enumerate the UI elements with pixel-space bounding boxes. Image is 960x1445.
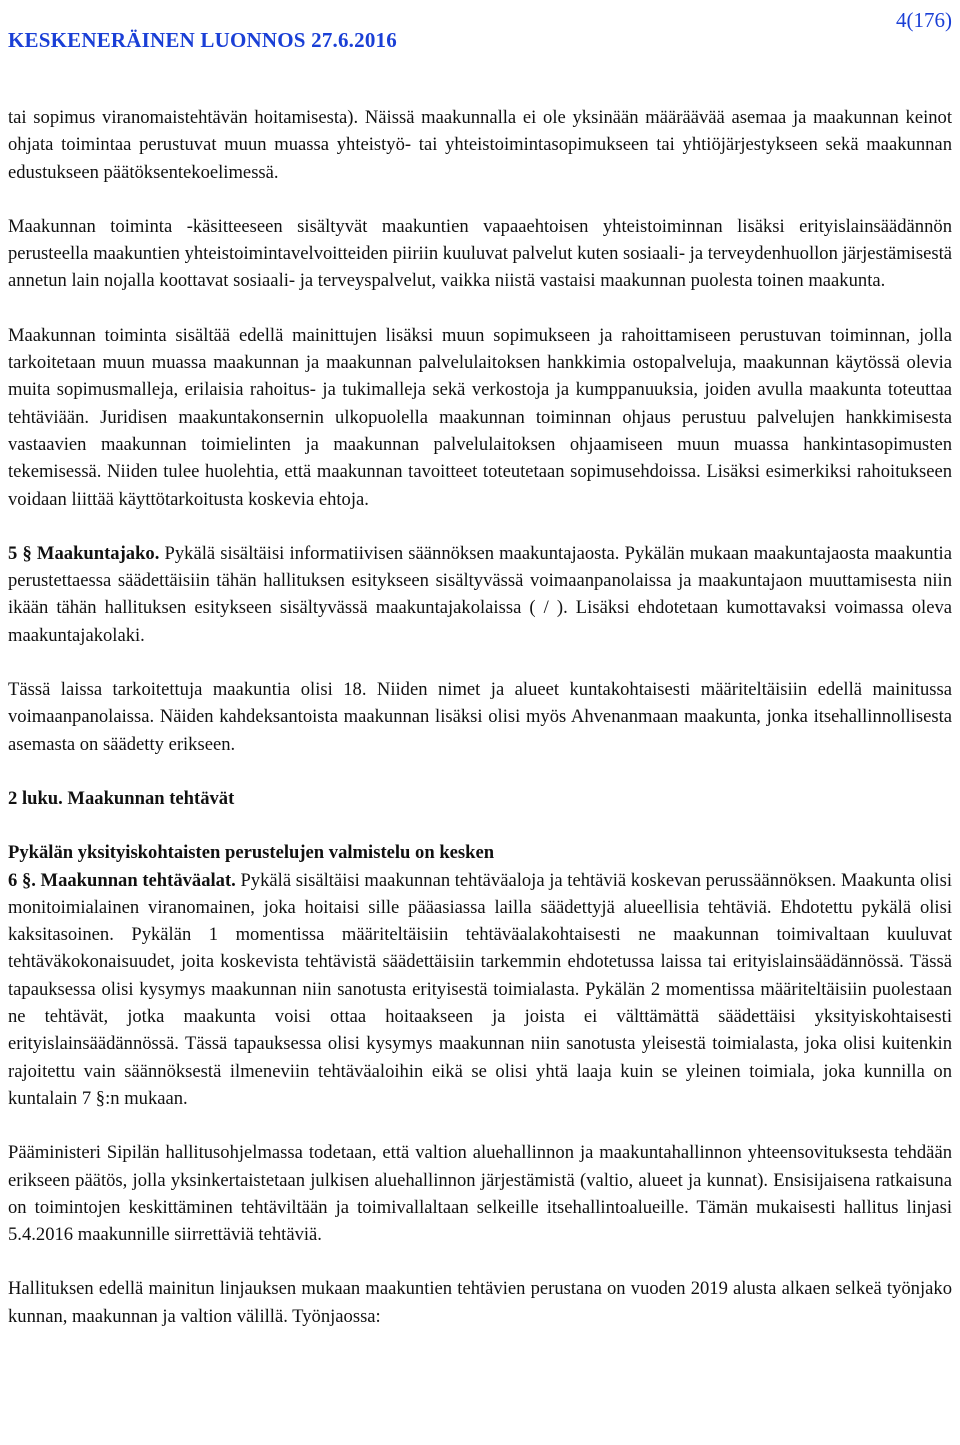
paragraph: tai sopimus viranomaistehtävän hoitamisesta). Näissä maakunnalla ei ole yksinään määräävää asemaa ja maakunnan keinot ohjata toimintaa perustuvat muun muassa yhteistyö- tai yhteistoimintasopimukseen tai yhtiöjärjestykseen sekä maakunnan edustukseen päätöksentekoelimessä. <box>8 107 952 183</box>
paragraph: Maakunnan toiminta sisältää edellä mainittujen lisäksi muun sopimukseen ja rahoittamiseen perustuvan toiminnan, jolla tarkoitetaan muun muassa maakunnan ja maakunnan palvelulaitoksen hankkimia ostopalveluja, maakunnan käytössä olevia muita sopimusmalleja, erilaisia rahoitus- ja tukimalleja sekä verkostoja ja kumppanuuksia, joiden avulla maakunta toteuttaa tehtäviään. Juridisen maakuntakonsernin ulkopuolella maakunnan toiminnan ohjaus perustuu palvelujen hankkimisesta vastaavien maakunnan toimielinten ja maakunnan palvelulaitoksen ohjaamiseen muun muassa hankintasopimusten tekemisessä. Niiden tulee huolehtia, että maakunnan tavoitteet toteutetaan sopimusehdoissa. Lisäksi esimerkiksi rahoitukseen voidaan liittää käyttötarkoitusta koskevia ehtoja. <box>8 324 952 510</box>
section-text: Pykälä sisältäisi informatiivisen säännöksen maakuntajaosta. Pykälän mukaan maakuntajaosta maakuntia perustettaessa säädettäisiin tähän hallituksen esitykseen sisältyvässä voimaanpanolaissa ja maakuntajaon muuttamisesta niin ikään tähän hallituksen esitykseen sisältyvässä maakuntajakolaissa ( / ). Lisäksi ehdotetaan kumottavaksi voimassa oleva maakuntajakolaki. <box>8 542 952 646</box>
document-body <box>8 104 952 1330</box>
chapter-heading: 2 luku. Maakunnan tehtävät <box>8 787 235 809</box>
paragraph: Tässä laissa tarkoitettuja maakuntia olisi 18. Niiden nimet ja alueet kuntakohtaisesti määriteltäisiin edellä mainitussa voimaanpanolaissa. Näiden kahdeksantoista maakunnan lisäksi olisi myös Ahvenanmaan maakunta, jonka itsehallinnollisesta asemasta on säädetty erikseen. <box>8 679 952 755</box>
paragraph: Pääministeri Sipilän hallitusohjelmassa todetaan, että valtion aluehallinnon ja maakuntahallinnon yhteensovituksesta tehdään erikseen päätös, jolla yksinkertaistetaan julkisen aluehallinnon järjestämistä (valtio, alueet ja kunnat). Ensisijaisena ratkaisuna on toimintojen keskittäminen tehtäviltään ja toimivallaltaan selkeille itsehallintoalueille. Tämän mukaisesti hallitus linjasi 5.4.2016 maakunnille siirrettäviä tehtäviä. <box>8 1142 952 1246</box>
subheading: Pykälän yksityiskohtaisten perustelujen valmistelu on kesken <box>8 842 495 864</box>
section-text: Pykälä sisältäisi maakunnan tehtäväaloja ja tehtäviä koskevan perussäännöksen. Maakunta olisi monitoimialainen viranomainen, joka hoitaisi sille pääasiassa lailla säädettyjä alueellisia tehtäviä. Ehdotettu pykälä olisi kaksitasoinen. Pykälän 1 momentissa määriteltäisiin tehtäväalakohtaisesti ne maakunnan toimivaltaan kuuluvat tehtäväkokonaisuudet, joita koskevista tehtävistä säädettäisiin tarkemmin ehdotetussa laissa tai erityislainsäädännössä. Tässä tapauksessa olisi kysymys maakunnan niin sanotusta erityisestä toimialasta. Pykälän 2 momentissa määriteltäisiin puolestaan ne tehtävät, jotka maakunta voisi ottaa hoitaakseen ja joista ei välttämättä säädettäisi yksityiskohtaisesti erityislainsäädännössä. Tässä tapauksessa olisi kysymys maakunnan niin sanotusta yleisestä toimialasta, joka olisi kuitenkin rajoitettu vain säännöksestä ilmeneviin tehtäväaloihin eikä se olisi yhtä laaja kuin se yleinen toimiala, joka kunnilla on kuntalain 7 §:n mukaan. <box>8 869 952 1109</box>
paragraph-section-6 <box>8 867 952 1113</box>
paragraph-section-5 <box>8 540 952 649</box>
section-heading: 6 §. Maakunnan tehtäväalat. <box>8 869 236 891</box>
section-heading: 5 § Maakuntajako. <box>8 542 160 564</box>
paragraph: Maakunnan toiminta -käsitteeseen sisältyvät maakuntien vapaaehtoisen yhteistoiminnan lisäksi erityislainsäädännön perusteella maakuntien yhteistoimintavelvoitteiden piiriin kuuluvat palvelut kuten sosiaali- ja terveydenhuollon järjestämisestä annetun lain nojalla koottavat sosiaali- ja terveyspalvelut, vaikka niistä vastaisi maakunnan puolesta toinen maakunta. <box>8 215 952 292</box>
page-header <box>8 8 952 60</box>
paragraph: Hallituksen edellä mainitun linjauksen mukaan maakuntien tehtävien perustana on vuoden 2019 alusta alkaen selkeä työnjako kunnan, maakunnan ja valtion välillä. Työnjaossa: <box>8 1278 952 1327</box>
draft-label: KESKENERÄINEN LUONNOS 27.6.2016 <box>8 28 397 52</box>
page-number: 4(176) <box>896 8 952 32</box>
